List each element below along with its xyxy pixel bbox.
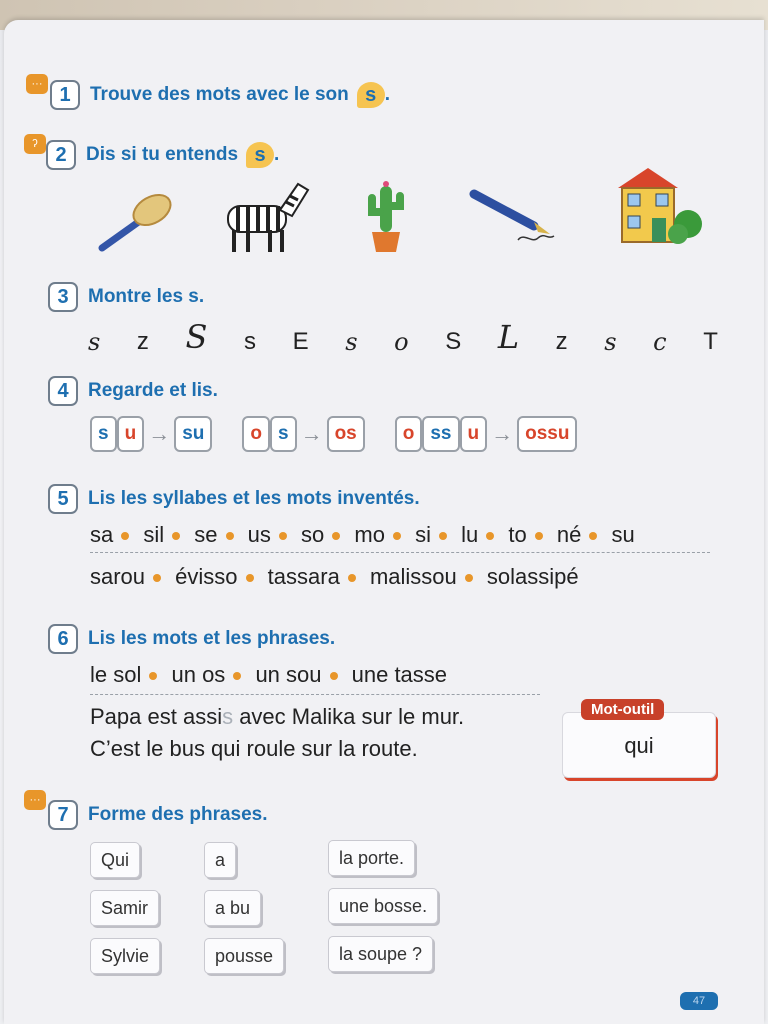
sentence-text: Papa est assi <box>90 704 223 729</box>
sound-badge: s <box>246 142 274 168</box>
syllable: so <box>301 522 325 547</box>
exercise-title: Dis si tu entends <box>86 144 239 165</box>
exercise-5 <box>48 484 420 514</box>
letter[interactable]: s <box>88 328 101 356</box>
page-number: 47 <box>680 992 718 1010</box>
exercise-number: 7 <box>48 800 78 830</box>
sentence-2: C’est le bus qui roule sur la route. <box>90 736 418 761</box>
result-text: su <box>182 423 205 444</box>
word-card[interactable]: a <box>204 842 236 878</box>
letter[interactable]: o <box>394 328 409 356</box>
zebra-icon <box>220 176 312 256</box>
invented-word: solassipé <box>486 564 579 589</box>
letter-tile: u <box>460 416 488 452</box>
letter-tile: s <box>270 416 297 452</box>
letter[interactable]: c <box>653 328 667 356</box>
word: le sol <box>90 662 142 687</box>
exercise-number: 1 <box>50 80 80 110</box>
speech-bubble-icon: ··· <box>26 74 48 94</box>
exercise-title: Montre les s. <box>88 286 205 307</box>
letter[interactable]: L <box>497 318 520 356</box>
exercise-7 <box>48 800 268 830</box>
sentence-text: avec Malika sur le mur. <box>233 704 465 729</box>
cactus-icon <box>360 178 410 254</box>
invented-word: sarou <box>90 564 146 589</box>
syllable: sil <box>143 522 165 547</box>
invented-word: évisso <box>175 564 238 589</box>
word-line <box>90 662 447 688</box>
exercise-title: Trouve des mots avec le son <box>90 84 349 105</box>
mot-outil-word: qui <box>624 733 654 758</box>
letter[interactable]: E <box>292 328 309 355</box>
exercise-number: 5 <box>48 484 78 514</box>
syllable: to <box>508 522 527 547</box>
exercise-number: 3 <box>48 282 78 312</box>
invented-words-line <box>90 564 579 590</box>
exercise-6 <box>48 624 335 654</box>
brush-icon <box>96 188 176 256</box>
arrow-icon: → <box>300 421 323 446</box>
syllable: né <box>556 522 582 547</box>
letter[interactable]: z <box>136 328 149 355</box>
syllable: su <box>611 522 635 547</box>
syllable-builder <box>90 416 577 452</box>
syllable: se <box>194 522 218 547</box>
pen-icon <box>468 188 564 252</box>
exercise-number: 6 <box>48 624 78 654</box>
mot-outil-box <box>562 701 716 778</box>
letter-tile: o <box>242 416 270 452</box>
invented-word: malissou <box>369 564 457 589</box>
house-icon <box>612 164 704 246</box>
ear-icon: ʔ <box>24 134 46 154</box>
letter-tile: s <box>90 416 117 452</box>
letter-row <box>88 318 718 356</box>
exercise-number: 4 <box>48 376 78 406</box>
exercise-2 <box>46 140 279 170</box>
mot-outil-label: Mot-outil <box>581 699 664 720</box>
letter[interactable]: T <box>703 328 718 355</box>
letter-tile: u <box>117 416 145 452</box>
word-card[interactable]: une bosse. <box>328 888 438 924</box>
sound-badge: s <box>357 82 385 108</box>
letter-tile: ss <box>422 416 459 452</box>
word-card[interactable]: Qui <box>90 842 140 878</box>
word: une tasse <box>351 662 448 687</box>
letter[interactable]: z <box>555 328 568 355</box>
syllable: sa <box>90 522 114 547</box>
word-card[interactable]: Sylvie <box>90 938 160 974</box>
word-card[interactable]: la soupe ? <box>328 936 433 972</box>
syllable-line <box>90 522 635 548</box>
speech-bubble-icon: ··· <box>24 790 46 810</box>
exercise-title-end: . <box>274 144 280 165</box>
exercise-3 <box>48 282 204 312</box>
dotted-divider <box>90 552 710 553</box>
exercise-title: Forme des phrases. <box>88 804 268 825</box>
invented-word: tassara <box>267 564 340 589</box>
letter-tile: o <box>395 416 423 452</box>
syllable: lu <box>461 522 479 547</box>
result-tile: os <box>327 416 365 452</box>
word: un sou <box>255 662 322 687</box>
word-card[interactable]: a bu <box>204 890 261 926</box>
letter[interactable]: S <box>185 318 208 356</box>
exercise-title: Lis les syllabes et les mots inventés. <box>88 488 420 509</box>
silent-letter: s <box>222 704 234 729</box>
arrow-icon: → <box>148 421 171 446</box>
word-card[interactable]: Samir <box>90 890 159 926</box>
exercise-4 <box>48 376 218 406</box>
word-card[interactable]: pousse <box>204 938 284 974</box>
exercise-title-end: . <box>384 84 390 105</box>
letter[interactable]: s <box>604 328 617 356</box>
letter[interactable]: s <box>345 328 358 356</box>
syllable: us <box>247 522 271 547</box>
sentence-1 <box>90 704 464 730</box>
syllable: mo <box>354 522 385 547</box>
word: un os <box>171 662 226 687</box>
exercise-title: Regarde et lis. <box>88 380 218 401</box>
result-tile <box>174 416 212 452</box>
letter[interactable]: s <box>244 328 257 355</box>
letter[interactable]: S <box>445 328 462 355</box>
word-card[interactable]: la porte. <box>328 840 415 876</box>
exercise-1 <box>50 80 390 110</box>
result-tile: ossu <box>517 416 577 452</box>
exercise-title: Lis les mots et les phrases. <box>88 628 336 649</box>
dotted-divider <box>90 694 540 695</box>
arrow-icon: → <box>491 421 514 446</box>
exercise-number: 2 <box>46 140 76 170</box>
syllable: si <box>415 522 431 547</box>
